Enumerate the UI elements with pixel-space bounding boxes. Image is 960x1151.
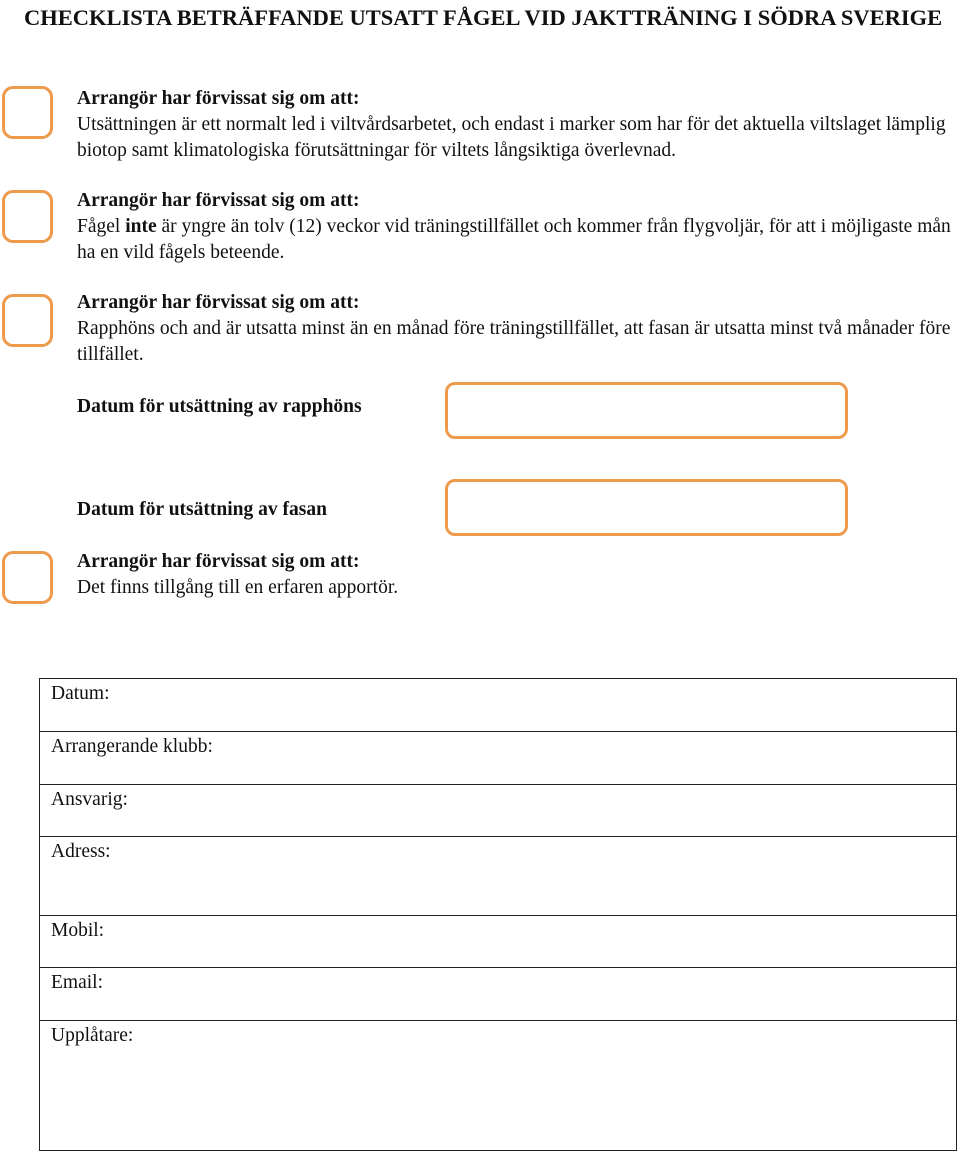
item-text: Fågel inte är yngre än tolv (12) veckor vid träningstillfället och kommer från flygvoljär, för att i möjligaste mån ha en vild fågels beteende. <box>77 216 951 263</box>
field-adress[interactable] <box>40 837 957 916</box>
page-title: CHECKLISTA BETRÄFFANDE UTSATT FÅGEL VID JAKTTRÄNING I SÖDRA SVERIGE <box>24 5 943 30</box>
checklist-item-3 <box>77 290 960 368</box>
checkbox-2[interactable] <box>2 190 53 243</box>
checklist-item-1 <box>77 86 960 164</box>
item-label: Arrangör har förvissat sig om att: <box>77 551 360 572</box>
item-text: Rapphöns och and är utsatta minst än en månad före träningstillfället, att fasan är utsatta minst två månader före tillfället. <box>77 318 951 365</box>
field-label: Ansvarig: <box>51 789 128 810</box>
date-fasan-label: Datum för utsättning av fasan <box>77 499 327 520</box>
checklist-item-4 <box>77 549 960 601</box>
field-arrangerande-klubb[interactable] <box>40 732 957 785</box>
item-label: Arrangör har förvissat sig om att: <box>77 88 360 109</box>
date-fasan-field[interactable] <box>445 479 848 536</box>
checkbox-4[interactable] <box>2 551 53 604</box>
field-email[interactable] <box>40 968 957 1021</box>
field-mobil[interactable] <box>40 916 957 968</box>
item-text: Det finns tillgång till en erfaren apportör. <box>77 577 399 598</box>
field-label: Email: <box>51 972 103 993</box>
field-label: Arrangerande klubb: <box>51 736 213 757</box>
checkbox-3[interactable] <box>2 294 53 347</box>
field-label: Upplåtare: <box>51 1025 134 1046</box>
field-upplatare[interactable] <box>40 1021 957 1151</box>
field-ansvarig[interactable] <box>40 785 957 837</box>
field-label: Mobil: <box>51 920 105 941</box>
field-label: Adress: <box>51 841 111 862</box>
contact-form <box>39 678 957 1151</box>
field-label: Datum: <box>51 683 110 704</box>
field-datum[interactable] <box>40 679 957 732</box>
checkbox-1[interactable] <box>2 86 53 139</box>
emphasis-inte: inte <box>125 216 157 237</box>
date-rapphons-field[interactable] <box>445 382 848 439</box>
item-label: Arrangör har förvissat sig om att: <box>77 190 360 211</box>
item-text: Utsättningen är ett normalt led i viltvårdsarbetet, och endast i marker som har för det aktuella viltslaget lämplig biotop samt klimatologiska förutsättningar för viltets långsiktiga överlevnad. <box>77 114 946 161</box>
checklist-item-2 <box>77 188 960 266</box>
item-label: Arrangör har förvissat sig om att: <box>77 292 360 313</box>
date-rapphons-label: Datum för utsättning av rapphöns <box>77 396 362 417</box>
